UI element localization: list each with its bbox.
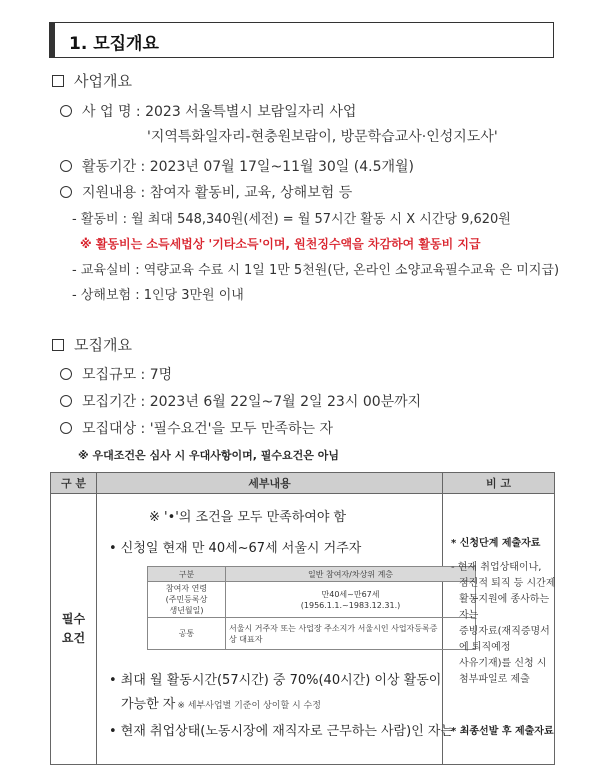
checkbox-square-icon [52, 339, 64, 351]
insurance-row: - 상해보험 : 1인당 3만원 이내 [72, 288, 244, 303]
checkbox-square-icon [52, 75, 64, 87]
header-category: 구 분 [51, 473, 97, 494]
header-remarks: 비 고 [443, 473, 555, 494]
activity-period-row: 활동기간 : 2023년 07월 17일~11월 30일 (4.5개월) [60, 156, 414, 176]
details-cell [97, 494, 453, 765]
tax-note: ※ 활동비는 소득세법상 '기타소득'이며, 원천징수액을 차감하여 활동비 지급 [80, 237, 481, 251]
age-criteria-table [147, 566, 476, 650]
circle-bullet-icon [60, 105, 72, 117]
requirement-activity-hours: • 최대 월 활동시간(57시간) 중 70%(40시간) 이상 활동이 [109, 673, 442, 688]
support-content-row: 지원내용 : 참여자 활동비, 교육, 상해보험 등 [60, 182, 352, 202]
circle-bullet-icon [60, 422, 72, 434]
requirement-activity-hours-cont: 가능한 자 ※ 세부사업별 기준이 상이할 시 수정 [121, 697, 321, 712]
category-cell: 필수 요건 [51, 494, 97, 765]
activity-hours-small-note: ※ 세부사업별 기준이 상이할 시 수정 [177, 701, 321, 711]
inner-common-label: 공통 [148, 618, 226, 650]
requirement-employment: • 현재 취업상태(노동시장에 재직자로 근무하는 사람)인 자는 [109, 724, 453, 739]
inner-age-value: 만40세~만67세 (1956.1.1.~1983.12.31.) [226, 582, 476, 618]
remarks-cell [443, 494, 555, 765]
requirement-lead: ※ '•'의 조건을 모두 만족하여야 함 [149, 510, 347, 525]
recruit-period-row: 모집기간 : 2023년 6월 22일~7월 2일 23시 00분까지 [60, 391, 421, 411]
remark-employment-proof: - 현재 취업상태이나, 점진적 퇴직 등 시간제 활동지원에 종사하는 자는 증빙자료(재직증명서 에 퇴직예정 사유기재)를 신청 시 첨부파일로 제출 [451, 562, 556, 685]
remark-application-docs: * 신청단계 제출자료 [451, 538, 541, 549]
circle-bullet-icon [60, 395, 72, 407]
remark-final-docs: * 최종선발 후 제출자료 [451, 726, 554, 737]
table-header-row [51, 473, 555, 494]
recruit-heading: 모집개요 [52, 334, 132, 355]
circle-bullet-icon [60, 186, 72, 198]
business-name-row: 사 업 명 : 2023 서울특별시 보람일자리 사업 [60, 101, 356, 121]
section-title-box [49, 22, 554, 58]
inner-header-participant: 일반 참여자/차상위 계층 [226, 567, 476, 582]
inner-age-label: 참여자 연령 (주민등록상 생년월일) [148, 582, 226, 618]
requirement-age-residence: • 신청일 현재 만 40세~67세 서울시 거주자 [109, 541, 362, 556]
activity-fee-row: - 활동비 : 월 최대 548,340원(세전) = 월 57시간 활동 시 X 시간당 9,620원 [72, 212, 511, 227]
business-name-detail: '지역특화일자리-현충원보람이, 방문학습교사·인성지도사' [147, 129, 498, 145]
section-title: 1. 모집개요 [69, 34, 159, 54]
table-row [51, 494, 555, 765]
inner-header-division: 구분 [148, 567, 226, 582]
circle-bullet-icon [60, 160, 72, 172]
inner-common-value: 서울시 거주자 또는 사업장 주소지가 서울시인 사업자등록증 상 대표자 [226, 618, 476, 650]
requirements-table [50, 472, 555, 765]
education-fee-row: - 교육실비 : 역량교육 수료 시 1일 1만 5천원(단, 온라인 소양교육필수교육 은 미지급) [72, 263, 560, 278]
header-details: 세부내용 [97, 473, 443, 494]
recruit-target-row: 모집대상 : '필수요건'을 모두 만족하는 자 [60, 418, 333, 438]
preference-note: ※ 우대조건은 심사 시 우대사항이며, 필수요건은 아님 [78, 449, 339, 462]
circle-bullet-icon [60, 368, 72, 380]
recruit-size-row: 모집규모 : 7명 [60, 364, 172, 384]
business-heading: 사업개요 [52, 70, 132, 91]
